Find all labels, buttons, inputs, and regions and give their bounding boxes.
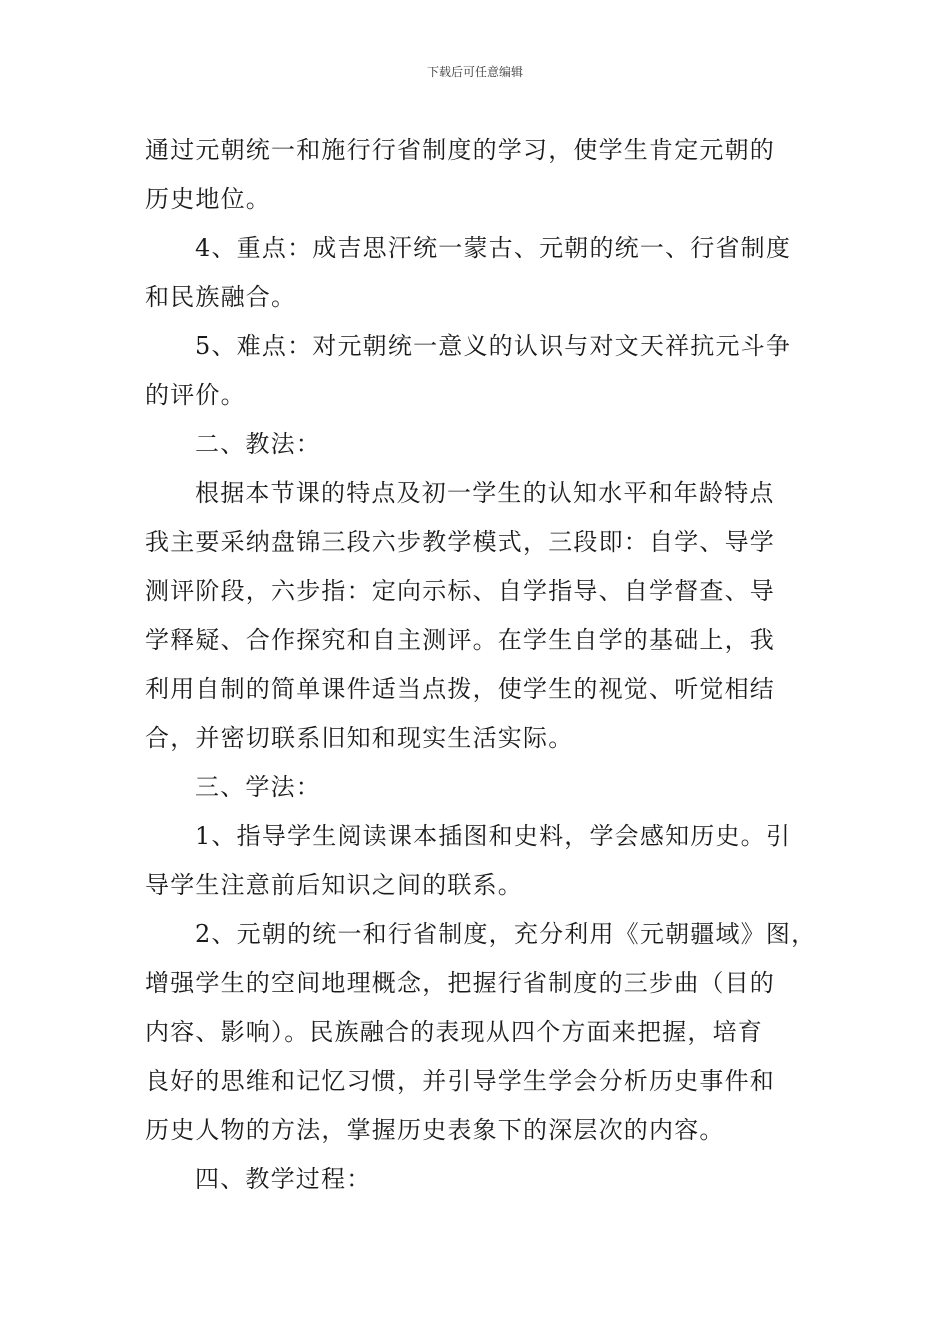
paragraph-learning-method-2 (145, 910, 825, 1155)
text-line: 合，并密切联系旧知和现实生活实际。 (145, 724, 574, 752)
paragraph-learning-method-1 (145, 812, 825, 910)
text-line: 导学生注意前后知识之间的联系。 (145, 871, 523, 899)
text-line: 和民族融合。 (145, 283, 297, 311)
section-heading-learning-method (145, 763, 825, 812)
text-line: 学释疑、合作探究和自主测评。在学生自学的基础上，我 (145, 626, 775, 654)
text-line: 的评价。 (145, 381, 246, 409)
paragraph-teaching-method (145, 469, 825, 763)
document-body (145, 126, 825, 1204)
text-line: 历史地位。 (145, 185, 271, 213)
text-line: 利用自制的简单课件适当点拨，使学生的视觉、听觉相结 (145, 675, 775, 703)
text-line: 四、教学过程： (195, 1165, 372, 1193)
paragraph-key-points (145, 224, 825, 322)
text-line: 三、学法： (195, 773, 321, 801)
paragraph (145, 126, 825, 224)
page-header-note: 下载后可任意编辑 (426, 65, 523, 79)
text-line: 5、难点：对元朝统一意义的认识与对文天祥抗元斗争 (195, 332, 792, 360)
text-line: 测评阶段，六步指：定向示标、自学指导、自学督查、导 (145, 577, 775, 605)
text-line: 良好的思维和记忆习惯，并引导学生学会分析历史事件和 (145, 1067, 775, 1095)
paragraph-difficulties (145, 322, 825, 420)
text-line: 根据本节课的特点及初一学生的认知水平和年龄特点 (195, 479, 775, 507)
text-line: 1、指导学生阅读课本插图和史料，学会感知历史。引 (195, 822, 792, 850)
text-line: 内容、影响）。民族融合的表现从四个方面来把握，培育 (145, 1018, 763, 1046)
text-line: 2、元朝的统一和行省制度，充分利用《元朝疆域》图， (195, 920, 817, 948)
text-line: 历史人物的方法，掌握历史表象下的深层次的内容。 (145, 1116, 725, 1144)
text-line: 二、教法： (195, 430, 321, 458)
text-line: 增强学生的空间地理概念，把握行省制度的三步曲（目的 (145, 969, 775, 997)
text-line: 4、重点：成吉思汗统一蒙古、元朝的统一、行省制度 (195, 234, 792, 262)
text-line: 我主要采纳盘锦三段六步教学模式，三段即：自学、导学 (145, 528, 775, 556)
text-line: 通过元朝统一和施行行省制度的学习，使学生肯定元朝的 (145, 136, 775, 164)
section-heading-teaching-process (145, 1155, 825, 1204)
section-heading-teaching-method (145, 420, 825, 469)
